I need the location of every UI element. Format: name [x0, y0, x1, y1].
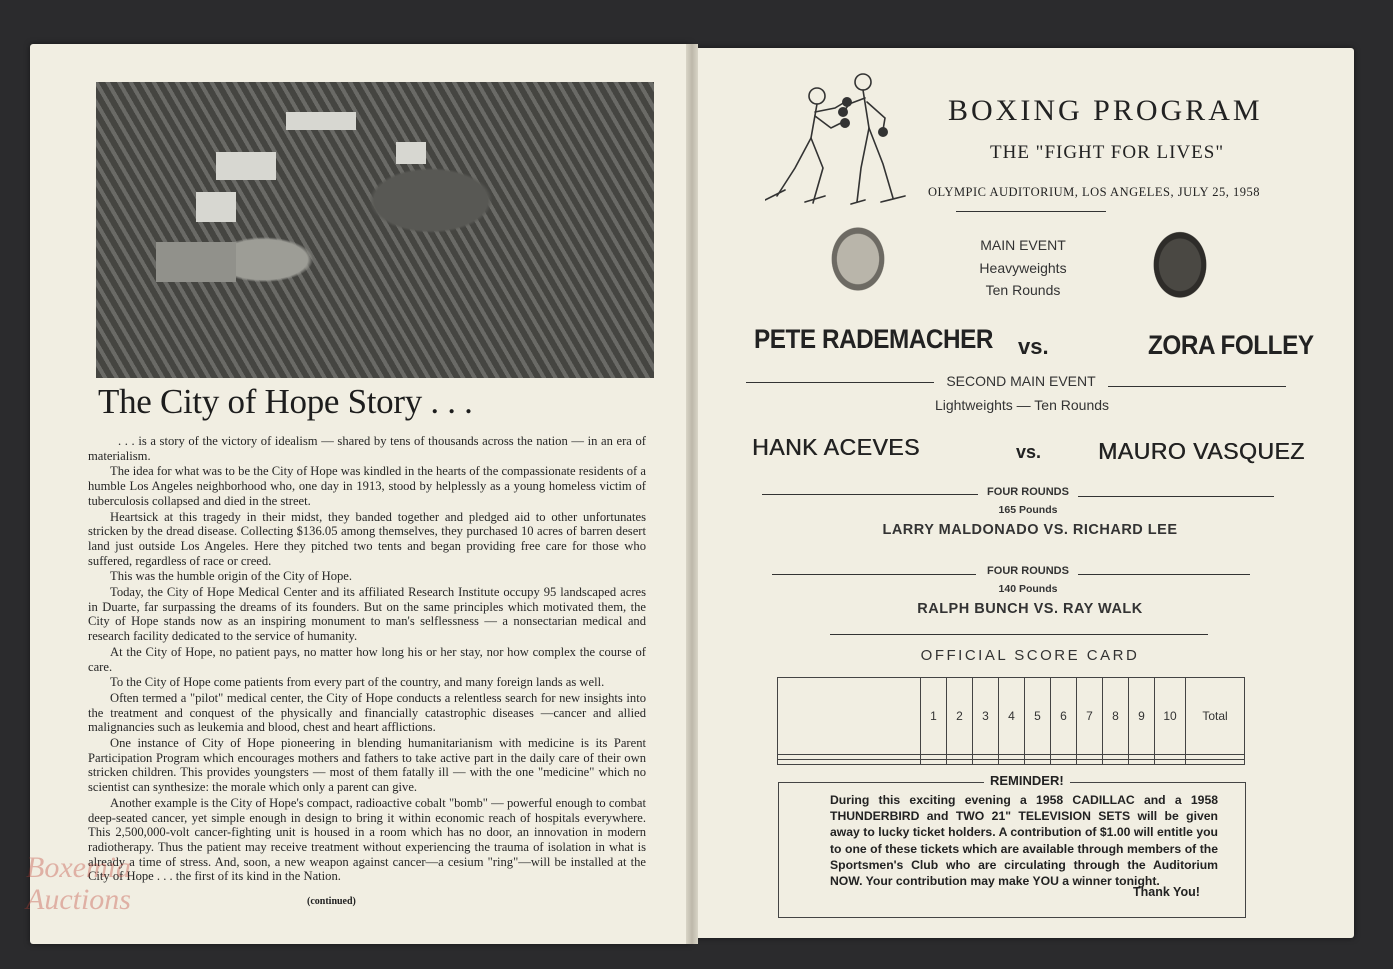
fighter-photo-folley — [1134, 218, 1226, 322]
main-vs: vs. — [1018, 334, 1049, 359]
divider — [746, 382, 934, 383]
divider — [1078, 574, 1250, 575]
main-event-label: MAIN EVENT — [980, 237, 1066, 253]
second-fighter-b: MAURO VASQUEZ — [1098, 438, 1305, 464]
bout3-label: FOUR ROUNDS — [987, 486, 1069, 498]
bout4-label: FOUR ROUNDS — [987, 565, 1069, 577]
paragraph: To the City of Hope come patients from every part of the country, and many foreign lands as well. — [110, 675, 605, 690]
score-cell[interactable] — [1051, 759, 1077, 764]
book-spine — [686, 44, 698, 944]
paragraph: . . . is a story of the victory of idealism — shared by tens of thousands across the nation — in an era of materialism. — [88, 434, 646, 463]
total-header: Total — [1186, 678, 1245, 755]
score-name-cell[interactable] — [778, 759, 921, 764]
score-header-row — [778, 678, 1245, 755]
main-event-division: Heavyweights — [979, 259, 1067, 276]
divider — [1108, 386, 1286, 387]
boxers-illustration — [765, 68, 915, 208]
score-cell[interactable] — [999, 759, 1025, 764]
program-title: BOXING PROGRAM — [948, 94, 1263, 127]
score-cell[interactable] — [947, 759, 973, 764]
paragraph: One instance of City of Hope pioneering in blending humanitarianism with medicine is its Parent Participation Program which encourages mothers and fathers to take active part in the daily care of their own stricken children. This provides youngsters — most of them fatally ill — with the one "medicine" which no scientist can synthesize: the morale which only a parent can give. — [88, 736, 646, 795]
round-header: 7 — [1077, 678, 1103, 755]
main-fighter-b: ZORA FOLLEY — [1148, 330, 1314, 360]
divider — [772, 574, 976, 575]
continued-label: (continued) — [307, 896, 356, 907]
score-name-cell — [778, 678, 921, 755]
paragraph: Today, the City of Hope Medical Center and its affiliated Research Institute occupy 95 landscaped acres in Duarte, far surpassing the dreams of its founders. But on the same principles which motivated them, the City of Hope stands now as an inspiring monument to man's selflessness — a nonsectarian medical and research facility dedicated to the service of humanity. — [88, 585, 646, 644]
program-venue: OLYMPIC AUDITORIUM, LOS ANGELES, JULY 25, 1958 — [928, 185, 1260, 199]
round-header: 6 — [1051, 678, 1077, 755]
main-event-rounds: Ten Rounds — [985, 282, 1061, 298]
paragraph: Heartsick at this tragedy in their midst, they banded together and pledged aid to other unfortunates stricken by the dread disease. Collecting $136.05 among themselves, they purchased 10 acres of barren desert land just outside Los Angeles. Here they pitched two tents and began providing free care for those who suffered, regardless of race or creed. — [88, 509, 646, 568]
score-row — [778, 759, 1245, 764]
paragraph: The idea for what was to be the City of Hope was kindled in the hearts of the compassionate residents of a humble Los Angeles neighborhood who, one day in 1913, stood by helplessly as a young homeless victim of tuberculosis collapsed and died in the street. — [88, 464, 646, 508]
story-title: The City of Hope Story . . . — [98, 382, 473, 421]
watermark-line: Boxemia — [26, 851, 131, 884]
watermark-line: Auctions — [26, 883, 131, 916]
score-card-table — [777, 677, 1245, 765]
score-cell[interactable] — [921, 759, 947, 764]
reminder-text: During this exciting evening a 1958 CADILLAC and a 1958 THUNDERBIRD and TWO 21" TELEVISION SETS will be given away to lucky ticket holders. A contribution of $1.00 will entitle you to one of these tickets which are available through members of the Sportsmen's Club who are circulating through the Auditorium NOW. Your contribution may make YOU a winner tonight. — [830, 793, 1218, 889]
score-total-cell[interactable] — [1186, 759, 1245, 764]
round-header: 1 — [921, 678, 947, 755]
score-cell[interactable] — [1077, 759, 1103, 764]
round-header: 8 — [1103, 678, 1129, 755]
round-header: 5 — [1025, 678, 1051, 755]
score-cell[interactable] — [973, 759, 999, 764]
divider — [762, 494, 978, 495]
scorecard-title: OFFICIAL SCORE CARD — [920, 647, 1140, 664]
story-body — [88, 434, 646, 885]
divider — [830, 634, 1208, 635]
divider — [1078, 496, 1274, 497]
fighter-photo-rademacher — [812, 214, 904, 314]
second-event-label: SECOND MAIN EVENT — [946, 373, 1096, 389]
second-fighter-a: HANK ACEVES — [752, 434, 920, 460]
aerial-photo — [96, 82, 654, 378]
bout4-matchup: RALPH BUNCH VS. RAY WALK — [917, 601, 1143, 617]
second-vs: vs. — [1016, 442, 1042, 462]
watermark — [26, 852, 131, 916]
program-subtitle: THE "FIGHT FOR LIVES" — [990, 142, 1225, 163]
round-header: 4 — [999, 678, 1025, 755]
paragraph: Often termed a "pilot" medical center, the City of Hope conducts a relentless search for new insights into the treatment and conquest of the physically and financially catastrophic diseases —cancer and allied malignancies such as leukemia and blood, chest and heart afflictions. — [88, 690, 646, 735]
round-header: 3 — [973, 678, 999, 755]
divider — [956, 211, 1106, 212]
bout3-weight: 165 Pounds — [998, 504, 1058, 516]
round-header: 10 — [1155, 678, 1186, 755]
paragraph: This was the humble origin of the City of Hope. — [110, 569, 353, 584]
reminder-label: REMINDER! — [984, 773, 1070, 788]
score-cell[interactable] — [1129, 759, 1155, 764]
second-event-details: Lightweights — Ten Rounds — [934, 397, 1110, 413]
score-cell[interactable] — [1025, 759, 1051, 764]
main-fighter-a: PETE RADEMACHER — [754, 324, 993, 354]
reminder-thanks: Thank You! — [1133, 885, 1200, 899]
bout3-matchup: LARRY MALDONADO VS. RICHARD LEE — [882, 522, 1178, 538]
score-cell[interactable] — [1103, 759, 1129, 764]
main-event-block — [960, 234, 1086, 302]
score-cell[interactable] — [1155, 759, 1186, 764]
paragraph: At the City of Hope, no patient pays, no matter how long his or her stay, nor how complex the course of care. — [88, 644, 646, 674]
paragraph: Another example is the City of Hope's compact, radioactive cobalt "bomb" — powerful enough to combat deep-seated cancer, yet simple enough in design to bring it within economic reach of hospitals everywhere. This 2,500,000-volt cancer-fighting unit is housed in a room which has no door, an innovation in modern radiotherapy. Thus the patient may receive treatment without experiencing the trauma of isolation in what is already a time of stress. And, soon, a new weapon against cancer—a cesium "ring"—will be installed at the City of Hope . . . the first of its kind in the Nation. — [88, 795, 646, 884]
round-header: 9 — [1129, 678, 1155, 755]
bout4-weight: 140 Pounds — [998, 583, 1058, 595]
round-header: 2 — [947, 678, 973, 755]
